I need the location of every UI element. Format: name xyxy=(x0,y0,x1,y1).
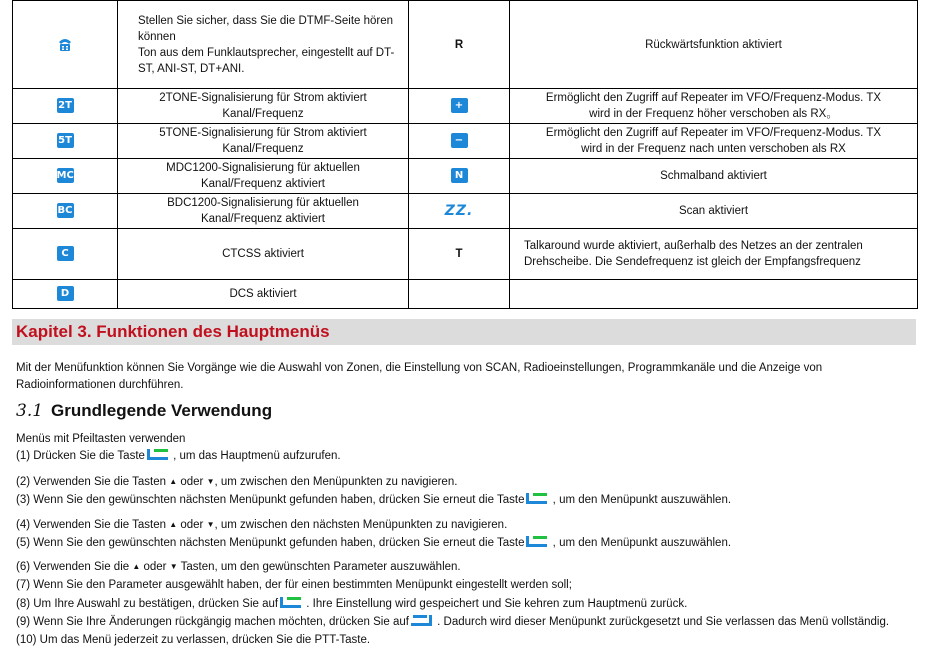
step-text: oder xyxy=(140,561,170,573)
steps-heading: Menüs mit Pfeiltasten verwenden xyxy=(16,433,186,445)
back-key-icon xyxy=(411,615,432,626)
desc-cell: Stellen Sie sicher, dass Sie die DTMF-Seite hören können Ton aus dem Funklautsprecher, eingestellt auf DT-ST, ANI-ST, DT+ANI. xyxy=(118,1,409,89)
step-text: , um zwischen den Menüpunkten zu navigieren. xyxy=(214,476,458,488)
icon-cell xyxy=(409,194,510,229)
step-3 xyxy=(16,492,731,508)
step-text: (8) Um Ihre Auswahl zu bestätigen, drücken Sie auf xyxy=(16,598,279,610)
step-4 xyxy=(16,517,507,533)
step-7: (7) Wenn Sie den Parameter ausgewählt haben, der für einen bestimmten Menüpunkt eingestellt werden soll; xyxy=(16,579,572,591)
scan-icon: ZZ. xyxy=(444,202,474,219)
step-1 xyxy=(16,448,341,464)
up-arrow-icon: ▲ xyxy=(169,520,178,529)
step-text: (1) Drücken Sie die Taste xyxy=(16,450,145,462)
step-text: (2) Verwenden Sie die Tasten xyxy=(16,476,170,488)
step-text: (6) Verwenden Sie die xyxy=(16,561,133,573)
section-title: Grundlegende Verwendung xyxy=(51,401,273,420)
icon-cell xyxy=(409,124,510,159)
bdc-icon: BC xyxy=(57,205,73,217)
desc-cell: Ermöglicht den Zugriff auf Repeater im VFO/Frequenz-Modus. TX wird in der Frequenz höher verschoben als RX。 xyxy=(510,89,918,124)
step-text: , um den Menüpunkt auszuwählen. xyxy=(549,537,732,549)
desc-cell: 2TONE-Signalisierung für Strom aktiviert Kanal/Frequenz xyxy=(118,89,409,124)
step-2 xyxy=(16,474,457,490)
table-row xyxy=(13,159,918,194)
icon-cell xyxy=(13,1,118,89)
desc-cell: Talkaround wurde aktiviert, außerhalb des Netzes an der zentralen Drehscheibe. Die Sendefrequenz ist gleich der Empfangsfrequenz xyxy=(510,229,918,280)
step-text: (4) Verwenden Sie die Tasten xyxy=(16,519,170,531)
desc-cell: Schmalband aktiviert xyxy=(510,159,918,194)
table-row xyxy=(13,229,918,280)
dcs-icon: D xyxy=(57,286,74,301)
up-arrow-icon: ▲ xyxy=(132,562,141,571)
step-text: , um zwischen den nächsten Menüpunkten zu navigieren. xyxy=(214,519,508,531)
icon-table xyxy=(12,0,918,309)
step-5 xyxy=(16,535,731,551)
step-6 xyxy=(16,559,461,575)
step-text: , um das Hauptmenü aufzurufen. xyxy=(169,450,341,462)
empty-cell xyxy=(510,280,918,309)
down-arrow-icon: ▼ xyxy=(169,562,178,571)
step-10: (10) Um das Menü jederzeit zu verlassen, drücken Sie die PTT-Taste. xyxy=(16,634,371,646)
step-text: oder xyxy=(177,519,207,531)
icon-cell xyxy=(13,124,118,159)
icon-cell xyxy=(13,159,118,194)
table-row xyxy=(13,124,918,159)
step-text: (3) Wenn Sie den gewünschten nächsten Menüpunkt gefunden haben, drücken Sie erneut die Taste xyxy=(16,494,525,506)
intro-paragraph: Mit der Menüfunktion können Sie Vorgänge wie die Auswahl von Zonen, die Einstellung von SCAN, Radioeinstellungen, Programmkanäle und die Anzeige von Radioinformationen durchführen. xyxy=(16,362,823,391)
table-row xyxy=(13,89,918,124)
desc-cell: Scan aktiviert xyxy=(510,194,918,229)
step-8 xyxy=(16,596,687,612)
menu-key-icon xyxy=(526,536,547,547)
2tone-icon: 2T xyxy=(58,100,72,112)
table-row xyxy=(13,1,918,89)
table-row xyxy=(13,280,918,309)
reverse-label: R xyxy=(409,1,510,89)
step-text: oder xyxy=(177,476,207,488)
minus-icon: − xyxy=(451,133,468,148)
icon-cell xyxy=(13,194,118,229)
icon-cell xyxy=(13,280,118,309)
step-text: , um den Menüpunkt auszuwählen. xyxy=(549,494,732,506)
step-text: (9) Wenn Sie Ihre Änderungen rückgängig machen möchten, drücken Sie auf xyxy=(16,616,409,628)
plus-icon: + xyxy=(451,98,468,113)
step-9 xyxy=(16,614,889,630)
talkaround-label: T xyxy=(409,229,510,280)
icon-cell xyxy=(409,159,510,194)
step-text: . Dadurch wird dieser Menüpunkt zurückgesetzt und Sie verlassen das Menü vollständig. xyxy=(433,616,890,628)
ctcss-icon: C xyxy=(57,246,74,261)
desc-cell: MDC1200-Signalisierung für aktuellen Kanal/Frequenz aktiviert xyxy=(118,159,409,194)
step-text: (5) Wenn Sie den gewünschten nächsten Menüpunkt gefunden haben, drücken Sie erneut die Taste xyxy=(16,537,525,549)
menu-key-icon xyxy=(526,493,547,504)
step-text: . Ihre Einstellung wird gespeichert und Sie kehren zum Hauptmenü zurück. xyxy=(303,598,688,610)
narrow-icon: N xyxy=(451,168,468,183)
section-heading xyxy=(16,400,272,422)
menu-key-icon xyxy=(147,449,168,460)
chapter-title: Kapitel 3. Funktionen des Hauptmenüs xyxy=(16,322,330,341)
down-arrow-icon: ▼ xyxy=(206,520,215,529)
desc-cell: BDC1200-Signalisierung für aktuellen Kanal/Frequenz aktiviert xyxy=(118,194,409,229)
mdc-icon: MC xyxy=(56,170,74,182)
step-text: Tasten, um den gewünschten Parameter auszuwählen. xyxy=(177,561,461,573)
desc-cell: Rückwärtsfunktion aktiviert xyxy=(510,1,918,89)
down-arrow-icon: ▼ xyxy=(206,477,215,486)
icon-cell xyxy=(409,89,510,124)
table-row xyxy=(13,194,918,229)
up-arrow-icon: ▲ xyxy=(169,477,178,486)
desc-cell: DCS aktiviert xyxy=(118,280,409,309)
desc-cell: CTCSS aktiviert xyxy=(118,229,409,280)
icon-cell xyxy=(13,89,118,124)
desc-cell: Ermöglicht den Zugriff auf Repeater im VFO/Frequenz-Modus. TX wird in der Frequenz nach unten verschoben als RX xyxy=(510,124,918,159)
5tone-icon: 5T xyxy=(58,135,72,147)
empty-cell xyxy=(409,280,510,309)
section-number: 3.1 xyxy=(16,401,44,421)
dtmf-icon xyxy=(57,37,73,52)
desc-cell: 5TONE-Signalisierung für Strom aktiviert Kanal/Frequenz xyxy=(118,124,409,159)
icon-cell xyxy=(13,229,118,280)
chapter-heading-bar xyxy=(12,319,916,345)
menu-key-icon xyxy=(280,597,301,608)
